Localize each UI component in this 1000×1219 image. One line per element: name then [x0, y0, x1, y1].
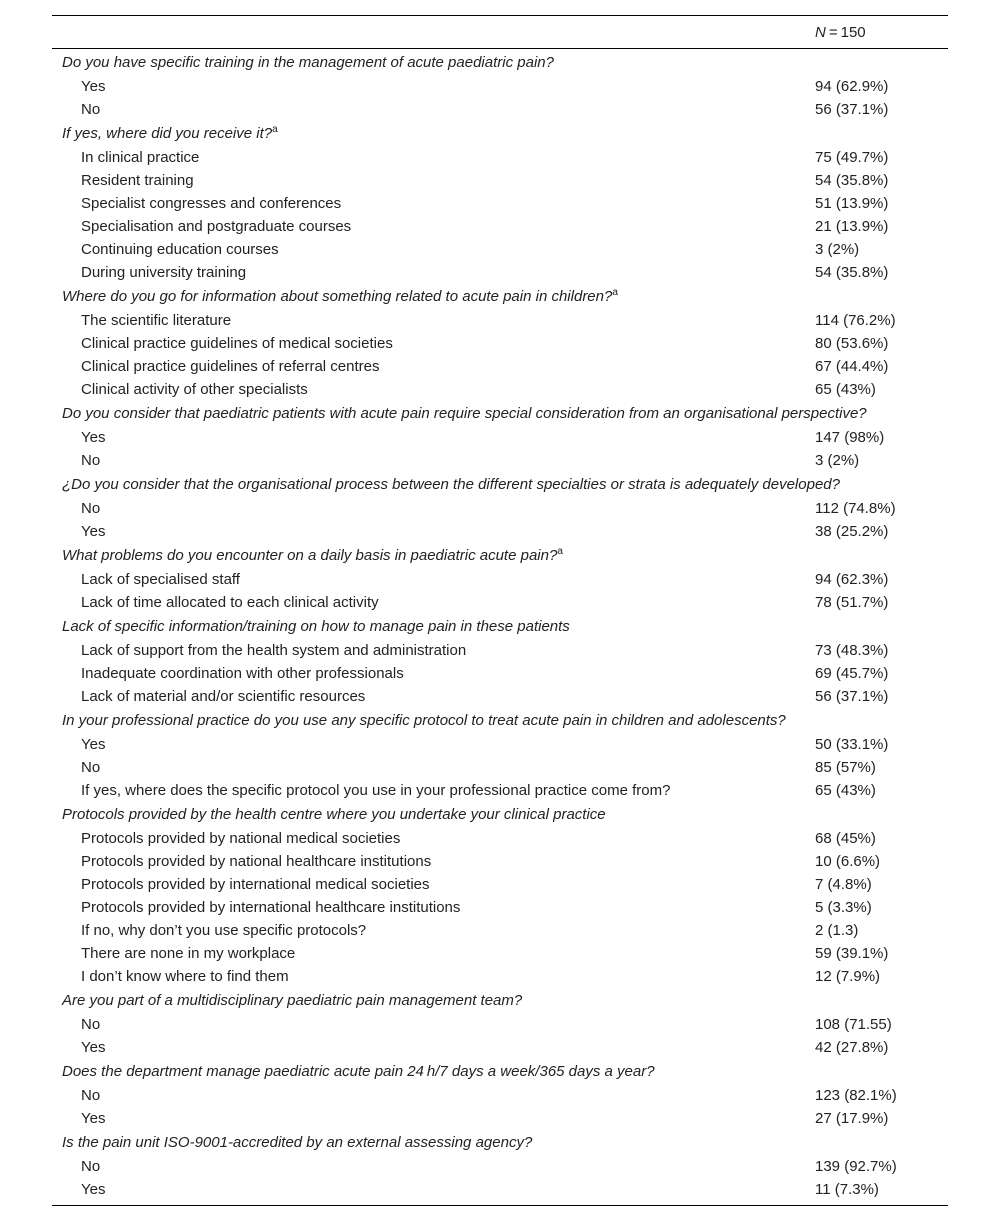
answer-row — [52, 238, 948, 261]
answer-row — [52, 779, 948, 802]
row-text: Protocols provided by international healthcare institutions — [81, 899, 461, 916]
row-text: Where do you go for information about something related to acute pain in children? — [62, 288, 613, 305]
question-row — [52, 50, 948, 75]
answer-row — [52, 850, 948, 873]
row-text: No — [81, 759, 101, 776]
row-text: In clinical practice — [81, 149, 200, 166]
row-text: Yes — [81, 1181, 106, 1198]
answer-value: 10 (6.6%) — [815, 853, 881, 870]
answer-value: 123 (82.1%) — [815, 1087, 897, 1104]
row-text: Yes — [81, 1039, 106, 1056]
answer-value: 51 (13.9%) — [815, 195, 889, 212]
answer-label — [81, 332, 393, 355]
answer-label — [81, 1013, 100, 1036]
question-text — [62, 614, 570, 639]
row-text: Yes — [81, 429, 106, 446]
row-text: The scientific literature — [81, 312, 232, 329]
answer-label — [81, 449, 100, 472]
question-text — [62, 1059, 655, 1084]
answer-label — [81, 75, 105, 98]
answer-value: 50 (33.1%) — [815, 736, 889, 753]
answer-value: 38 (25.2%) — [815, 523, 889, 540]
answer-value: 139 (92.7%) — [815, 1158, 897, 1175]
row-text: Do you consider that paediatric patients with acute pain require special consideration from an organisational perspective? — [62, 405, 867, 422]
answer-label — [81, 850, 431, 873]
answer-label — [81, 261, 246, 284]
answer-label — [81, 238, 279, 261]
row-text: Yes — [81, 78, 106, 95]
answer-value: 94 (62.9%) — [815, 78, 889, 95]
survey-results-table — [52, 15, 948, 1206]
answer-value: 21 (13.9%) — [815, 218, 889, 235]
answer-value: 59 (39.1%) — [815, 945, 889, 962]
answer-label — [81, 1107, 105, 1130]
row-text: Protocols provided by international medical societies — [81, 876, 430, 893]
answer-row — [52, 146, 948, 169]
answer-label — [81, 169, 194, 192]
question-text — [62, 50, 554, 75]
answer-value: 114 (76.2%) — [815, 312, 896, 329]
answer-label — [81, 146, 199, 169]
question-text — [62, 1130, 532, 1155]
answer-value: 56 (37.1%) — [815, 688, 889, 705]
row-text: Inadequate coordination with other professionals — [81, 665, 404, 682]
row-text: No — [81, 101, 101, 118]
row-text: What problems do you encounter on a daily basis in paediatric acute pain? — [62, 547, 558, 564]
answer-row — [52, 639, 948, 662]
question-text — [62, 121, 278, 146]
row-text: I don’t know where to find them — [81, 968, 289, 985]
row-text: Resident training — [81, 172, 194, 189]
answer-row — [52, 756, 948, 779]
question-text — [62, 988, 522, 1013]
answer-label — [81, 733, 105, 756]
question-row — [52, 614, 948, 639]
answer-label — [81, 873, 430, 896]
answer-label — [81, 1084, 100, 1107]
answer-value: 3 (2%) — [815, 241, 860, 258]
row-text: If yes, where did you receive it? — [62, 125, 273, 142]
answer-label — [81, 965, 289, 988]
sample-size-header — [815, 24, 866, 41]
answer-label — [81, 896, 460, 919]
answer-row — [52, 1107, 948, 1130]
answer-value: 2 (1.3) — [815, 922, 859, 939]
row-text: In your professional practice do you use any specific protocol to treat acute pain in children and adolescents? — [62, 712, 786, 729]
answer-label — [81, 1178, 105, 1201]
row-text: No — [81, 1158, 101, 1175]
answer-value: 73 (48.3%) — [815, 642, 889, 659]
row-text: No — [81, 452, 101, 469]
row-text: Protocols provided by national medical societies — [81, 830, 401, 847]
answer-row — [52, 169, 948, 192]
answer-value: 54 (35.8%) — [815, 172, 889, 189]
answer-value: 12 (7.9%) — [815, 968, 881, 985]
answer-value: 3 (2%) — [815, 452, 860, 469]
answer-row — [52, 965, 948, 988]
answer-label — [81, 1155, 100, 1178]
answer-value: 42 (27.8%) — [815, 1039, 889, 1056]
answer-row — [52, 215, 948, 238]
row-text: Clinical practice guidelines of medical societies — [81, 335, 393, 352]
table-bottom-rule — [52, 1205, 948, 1206]
question-row — [52, 802, 948, 827]
answer-row — [52, 896, 948, 919]
row-text: Clinical practice guidelines of referral centres — [81, 358, 380, 375]
question-row — [52, 543, 948, 568]
answer-value: 67 (44.4%) — [815, 358, 889, 375]
answer-value: 75 (49.7%) — [815, 149, 889, 166]
answer-row — [52, 1155, 948, 1178]
answer-row — [52, 662, 948, 685]
answer-value: 65 (43%) — [815, 782, 876, 799]
answer-label — [81, 309, 231, 332]
row-text: There are none in my workplace — [81, 945, 296, 962]
answer-label — [81, 662, 404, 685]
question-row — [52, 472, 948, 497]
answer-value: 69 (45.7%) — [815, 665, 889, 682]
answer-value: 56 (37.1%) — [815, 101, 889, 118]
question-text — [62, 543, 563, 568]
answer-value: 5 (3.3%) — [815, 899, 872, 916]
row-text: Protocols provided by national healthcare institutions — [81, 853, 432, 870]
answer-label — [81, 378, 308, 401]
answer-label — [81, 756, 100, 779]
row-text: Protocols provided by the health centre where you undertake your clinical practice — [62, 806, 606, 823]
question-row — [52, 401, 948, 426]
answer-row — [52, 733, 948, 756]
row-text: No — [81, 500, 101, 517]
question-text — [62, 284, 618, 309]
answer-label — [81, 192, 341, 215]
question-text — [62, 708, 786, 733]
row-text: Lack of specialised staff — [81, 571, 240, 588]
answer-value: 78 (51.7%) — [815, 594, 889, 611]
answer-label — [81, 919, 366, 942]
answer-row — [52, 497, 948, 520]
answer-row — [52, 685, 948, 708]
answer-label — [81, 685, 365, 708]
footnote-marker: a — [612, 287, 618, 298]
answer-row — [52, 1013, 948, 1036]
question-text — [62, 802, 606, 827]
question-row — [52, 988, 948, 1013]
row-text: Continuing education courses — [81, 241, 279, 258]
answer-label — [81, 779, 670, 802]
answer-row — [52, 942, 948, 965]
answer-row — [52, 591, 948, 614]
row-text: Specialist congresses and conferences — [81, 195, 342, 212]
question-row — [52, 708, 948, 733]
row-text: ¿Do you consider that the organisational process between the different specialties or strata is adequately developed? — [62, 476, 840, 493]
answer-row — [52, 1178, 948, 1201]
row-text: Specialisation and postgraduate courses — [81, 218, 352, 235]
answer-label — [81, 215, 351, 238]
answer-label — [81, 591, 379, 614]
footnote-marker: a — [557, 546, 563, 557]
row-text: No — [81, 1016, 101, 1033]
question-row — [52, 284, 948, 309]
answer-row — [52, 192, 948, 215]
answer-row — [52, 919, 948, 942]
answer-row — [52, 355, 948, 378]
answer-label — [81, 942, 295, 965]
answer-label — [81, 98, 100, 121]
answer-value: 80 (53.6%) — [815, 335, 889, 352]
n-symbol: N — [815, 24, 826, 41]
row-text: Lack of material and/or scientific resources — [81, 688, 366, 705]
answer-row — [52, 332, 948, 355]
answer-row — [52, 378, 948, 401]
answer-row — [52, 1036, 948, 1059]
table-header-row — [52, 16, 948, 48]
answer-label — [81, 497, 100, 520]
answer-value: 7 (4.8%) — [815, 876, 872, 893]
row-text: Are you part of a multidisciplinary paediatric pain management team? — [62, 992, 523, 1009]
answer-value: 112 (74.8%) — [815, 500, 896, 517]
answer-row — [52, 261, 948, 284]
row-text: Do you have specific training in the management of acute paediatric pain? — [62, 54, 554, 71]
question-text — [62, 401, 867, 426]
row-text: Lack of specific information/training on how to manage pain in these patients — [62, 618, 570, 635]
answer-label — [81, 1036, 105, 1059]
row-text: Does the department manage paediatric acute pain 24 h/7 days a week/365 days a year? — [62, 1063, 655, 1080]
row-text: Clinical activity of other specialists — [81, 381, 308, 398]
answer-row — [52, 568, 948, 591]
row-text: Yes — [81, 736, 106, 753]
answer-row — [52, 1084, 948, 1107]
answer-value: 147 (98%) — [815, 429, 885, 446]
answer-value: 27 (17.9%) — [815, 1110, 889, 1127]
answer-row — [52, 873, 948, 896]
answer-row — [52, 426, 948, 449]
answer-row — [52, 98, 948, 121]
answer-value: 94 (62.3%) — [815, 571, 889, 588]
question-row — [52, 121, 948, 146]
answer-label — [81, 827, 400, 850]
answer-label — [81, 568, 240, 591]
row-text: If yes, where does the specific protocol you use in your professional practice come from? — [81, 782, 671, 799]
answer-label — [81, 426, 105, 449]
answer-label — [81, 355, 379, 378]
n-value: = 150 — [825, 24, 866, 41]
answer-value: 54 (35.8%) — [815, 264, 889, 281]
row-text: Yes — [81, 523, 106, 540]
answer-row — [52, 520, 948, 543]
question-row — [52, 1059, 948, 1084]
answer-value: 68 (45%) — [815, 830, 876, 847]
table-body — [52, 49, 948, 1205]
row-text: Yes — [81, 1110, 106, 1127]
answer-value: 11 (7.3%) — [815, 1181, 879, 1198]
row-text: Lack of support from the health system and administration — [81, 642, 467, 659]
row-text: During university training — [81, 264, 247, 281]
question-text — [62, 472, 840, 497]
footnote-marker: a — [272, 124, 278, 135]
answer-row — [52, 75, 948, 98]
answer-row — [52, 827, 948, 850]
answer-label — [81, 639, 466, 662]
answer-label — [81, 520, 105, 543]
row-text: Lack of time allocated to each clinical activity — [81, 594, 379, 611]
answer-value: 108 (71.55) — [815, 1016, 892, 1033]
row-text: No — [81, 1087, 101, 1104]
question-row — [52, 1130, 948, 1155]
row-text: Is the pain unit ISO-9001-accredited by an external assessing agency? — [62, 1134, 533, 1151]
answer-value: 85 (57%) — [815, 759, 876, 776]
answer-row — [52, 449, 948, 472]
answer-value: 65 (43%) — [815, 381, 876, 398]
row-text: If no, why don’t you use specific protocols? — [81, 922, 367, 939]
answer-row — [52, 309, 948, 332]
